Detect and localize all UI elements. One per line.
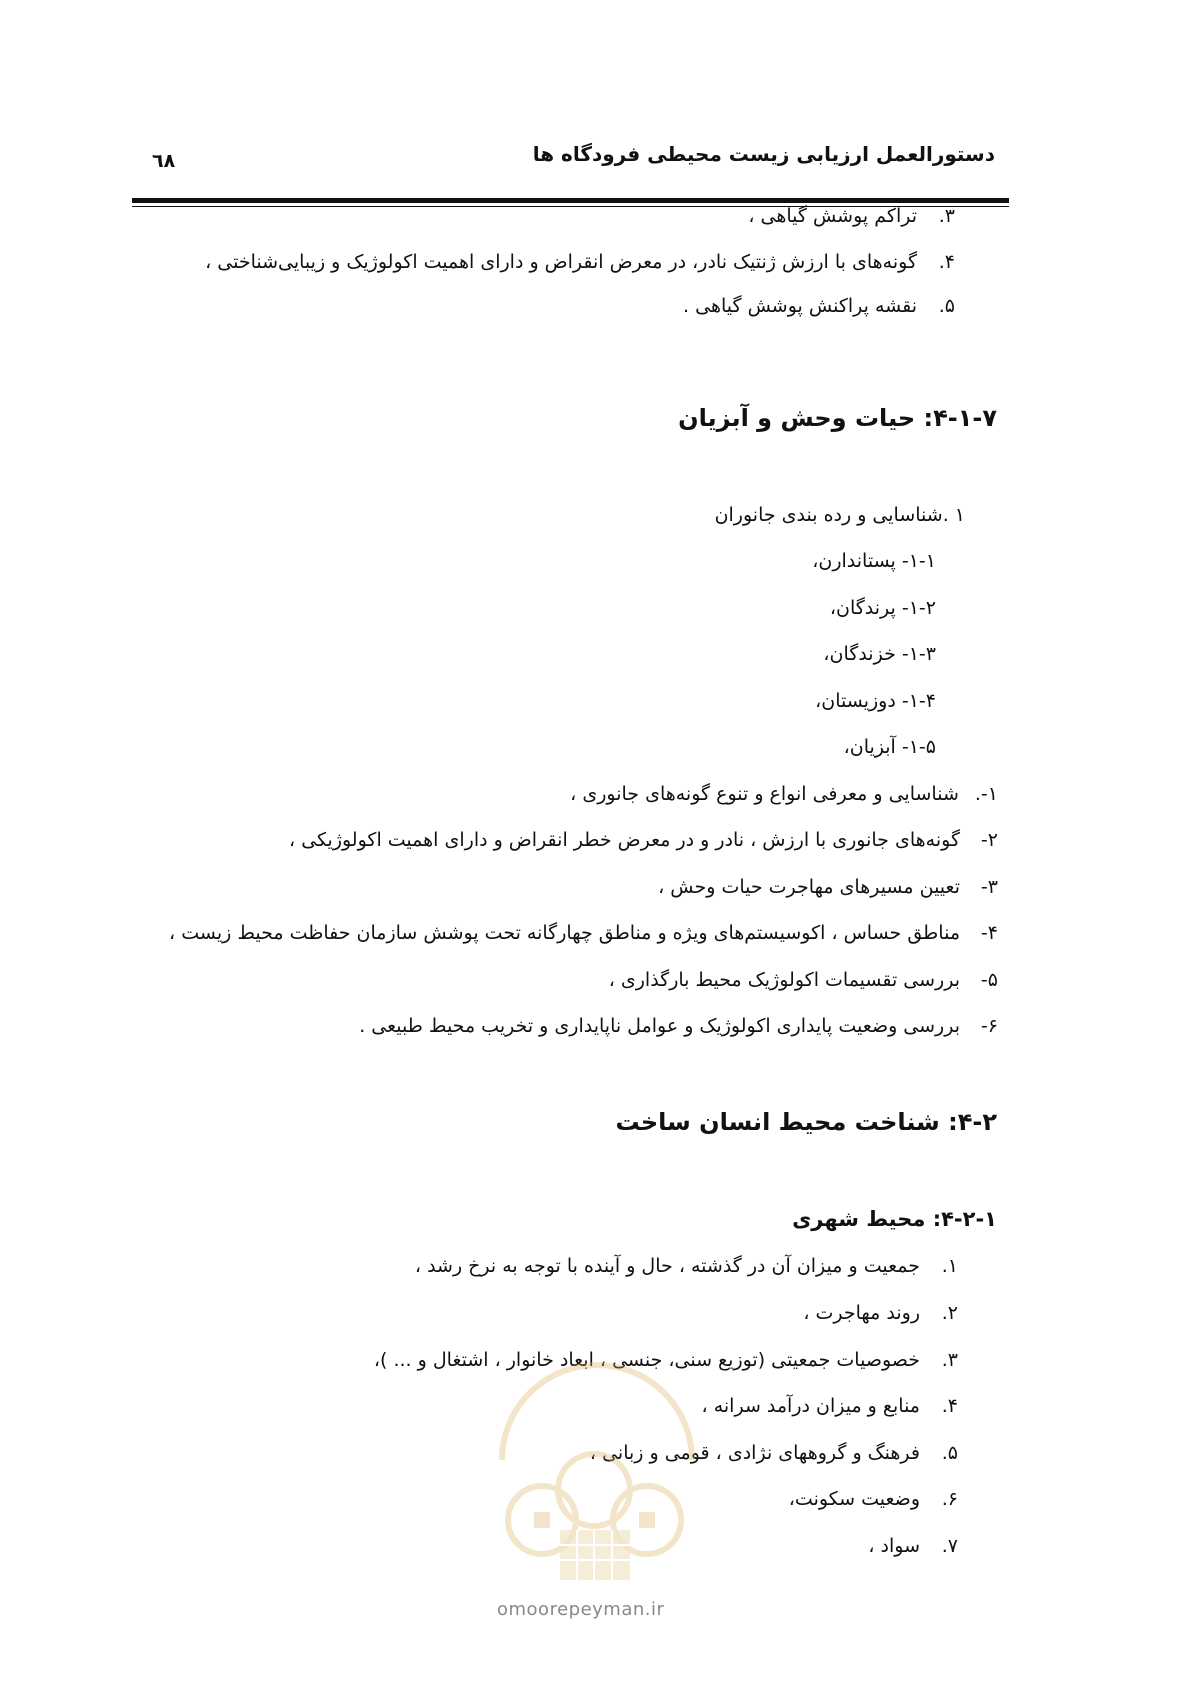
list-item [702,1393,958,1419]
sub-list-item: ۱-۲- پرندگان، [829,597,936,619]
watermark-seal-icon [482,1340,712,1600]
list-text: بررسی وضعیت پایداری اکولوژیک و عوامل ناپایداری و تخریب محیط طبیعی . [359,1015,960,1037]
section-heading-built-environment: ۴-۲: شناخت محیط انسان ساخت [615,1108,997,1136]
list-text: نقشه پراکنش پوشش گیاهی . [683,295,917,317]
section-heading-urban: ۴-۲-۱: محیط شهری [792,1207,997,1231]
list-text: جمعیت و میزان آن در گذشته ، حال و آینده با توجه به نرخ رشد ، [414,1255,920,1277]
list-number: ۳. [941,1349,958,1371]
list-number: ۷. [941,1535,958,1557]
list-number: ۳- [980,876,998,898]
list-text: منابع و میزان درآمد سرانه ، [701,1395,920,1417]
list-number: ۵- [980,969,998,991]
list-number: ۴- [980,922,998,944]
list-number: ۱-. [974,783,998,805]
list-item [789,1486,958,1512]
list-item [169,920,998,946]
list-text: خصوصیات جمعیتی (توزیع سنی، جنسی ، ابعاد خانوار ، اشتغال و ... )، [373,1349,920,1371]
list-text: گونه‌های با ارزش ژنتیک نادر، در معرض انقراض و دارای اهمیت اکولوژیک و زیبایی‌شناختی ، [205,251,917,273]
list-text: مناطق حساس ، اکوسیستم‌های ویژه و مناطق چهارگانه تحت پوشش سازمان حفاظت محیط زیست ، [169,922,960,944]
list-number: ۴. [938,251,955,273]
list-number: ۶- [980,1015,998,1037]
list-item [683,293,955,319]
list-item [803,1300,958,1326]
list-number: ۴. [941,1395,958,1417]
list-number: ۵. [938,295,955,317]
list-item [570,781,998,807]
list-item [359,1013,998,1039]
list-text: تعیین مسیرهای مهاجرت حیات وحش ، [658,876,960,898]
list-item [748,203,955,229]
list-item [868,1533,958,1559]
list-number: ۳. [938,205,955,227]
list-text: وضعیت سکونت، [788,1488,920,1510]
document-title: دستورالعمل ارزیابی زیست محیطی فرودگاه ها [532,142,995,166]
list-number: ۲. [941,1302,958,1324]
page-number: ٦٨ [152,150,176,172]
section-heading-wildlife: ۴-۱-۷: حیات وحش و آبزیان [678,404,997,432]
list-text: گونه‌های جانوری با ارزش ، نادر و در معرض خطر انقراض و دارای اهمیت اکولوژیکی ، [289,829,960,851]
list-text: سواد ، [868,1535,920,1557]
list-text: فرهنگ و گروههای نژادی ، قومی و زبانی ، [589,1442,920,1464]
list-item [415,1253,958,1279]
list-number: ۲- [980,829,998,851]
list-number: ۵. [941,1442,958,1464]
list-text: تراکم پوشش گیاهی ، [748,205,917,227]
sub-list-item: ۱-۱- پستاندارن، [812,550,936,572]
list-item [289,827,998,853]
list-text: روند مهاجرت ، [803,1302,920,1324]
list-item [658,874,998,900]
watermark-url: omoorepeyman.ir [497,1599,665,1620]
list-text: شناسایی و معرفی انواع و تنوع گونه‌های جانوری ، [570,783,959,805]
list-number: ۱. [941,1255,958,1277]
list-text: بررسی تقسیمات اکولوژیک محیط بارگذاری ، [608,969,960,991]
group-title: ۱ .شناسایی و رده بندی جانوران [714,504,965,526]
list-item [205,249,955,275]
sub-list-item: ۱-۵- آبزیان، [843,736,936,758]
list-item [609,967,998,993]
list-number: ۶. [941,1488,958,1510]
sub-list-item: ۱-۳- خزندگان، [823,643,936,665]
sub-list-item: ۱-۴- دوزیستان، [815,690,936,712]
